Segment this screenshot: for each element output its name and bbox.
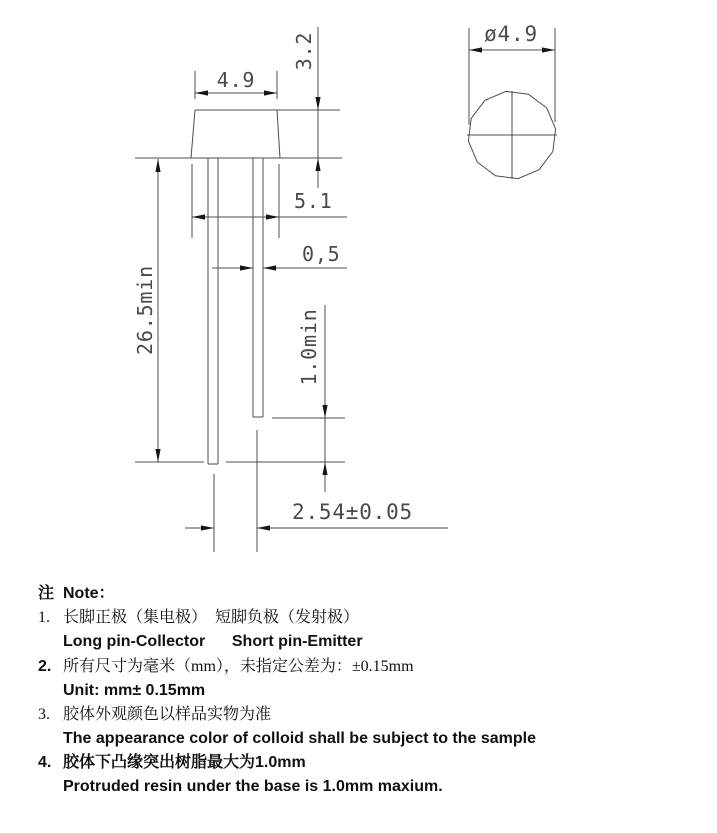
- note-number: 3.: [38, 706, 50, 723]
- note-text: Long pin-Collector Short pin-Emitter: [63, 633, 363, 650]
- note-number: 4.: [38, 754, 52, 771]
- note-text: 长脚正极（集电极） 短脚负极（发射极）: [63, 609, 360, 626]
- dim-label-pin-pitch: 2.54±0.05: [292, 500, 413, 524]
- arrowhead-right: [240, 265, 253, 270]
- dim-label-tip-offset: 1.0min: [297, 308, 321, 386]
- arrowhead-up: [315, 158, 320, 171]
- arrowhead-right: [201, 525, 214, 530]
- note-text: Unit: mm± 0.15mm: [63, 682, 206, 699]
- dim-tip-offset: [272, 305, 345, 492]
- package-body-outline: [135, 110, 342, 158]
- dim-base-width: [192, 164, 347, 238]
- note-1-zh: [38, 608, 359, 628]
- arrowhead-left: [195, 90, 208, 95]
- note-text: 胶体下凸缘突出树脂最大为1.0mm: [63, 754, 306, 771]
- notes-heading-marker: 注: [38, 585, 55, 602]
- dim-pin-pitch: [185, 430, 448, 552]
- dim-label-body-height: 3.2: [292, 31, 316, 71]
- note-4-en: [38, 777, 443, 797]
- dim-label-diameter: ø4.9: [484, 22, 538, 46]
- arrowhead-left: [192, 214, 205, 219]
- top-view: [467, 22, 557, 179]
- dim-top-width: [195, 68, 277, 99]
- dim-pin-width: [212, 242, 347, 271]
- note-4-zh: [38, 753, 306, 773]
- note-2-zh: [38, 657, 414, 677]
- arrowhead-right: [266, 214, 279, 219]
- short-lead: [253, 158, 263, 417]
- note-number: 2.: [38, 658, 52, 675]
- dim-body-height: [292, 27, 321, 188]
- note-2-en: [38, 681, 205, 701]
- note-text: 胶体外观颜色以样品实物为准: [63, 706, 272, 723]
- note-number: 1.: [38, 609, 50, 626]
- note-text: Protruded resin under the base is 1.0mm maxium.: [63, 778, 443, 795]
- arrowhead-down: [315, 97, 320, 110]
- note-1-en: [38, 632, 363, 652]
- note-text: 所有尺寸为毫米（mm），未指定公差为：±0.15mm: [63, 658, 414, 675]
- front-view: [133, 27, 448, 552]
- note-text: The appearance color of colloid shall be subject to the sample: [63, 730, 536, 747]
- notes-heading: [38, 584, 115, 604]
- arrowhead-down: [322, 405, 327, 418]
- dim-label-base-width: 5.1: [294, 189, 333, 213]
- dim-label-lead-length: 26.5min: [133, 265, 157, 355]
- arrowhead-right: [264, 90, 277, 95]
- dim-lead-length: [133, 159, 161, 462]
- center-crosshair: [467, 91, 557, 179]
- long-lead: [208, 158, 218, 464]
- dim-pin-pitch-lines: [185, 430, 448, 552]
- arrowhead-right: [542, 47, 555, 52]
- note-3-en: [38, 729, 536, 749]
- notes-heading-label: Note：: [63, 585, 115, 602]
- arrowhead-down: [155, 449, 160, 462]
- arrowhead-up: [322, 462, 327, 475]
- dim-label-top-width: 4.9: [216, 68, 256, 92]
- arrowhead-left: [469, 47, 482, 52]
- dim-label-pin-width: 0,5: [302, 242, 341, 266]
- note-3-zh: [38, 705, 271, 725]
- arrowhead-left: [263, 265, 276, 270]
- arrowhead-left: [257, 525, 270, 530]
- arrowhead-up: [155, 159, 160, 172]
